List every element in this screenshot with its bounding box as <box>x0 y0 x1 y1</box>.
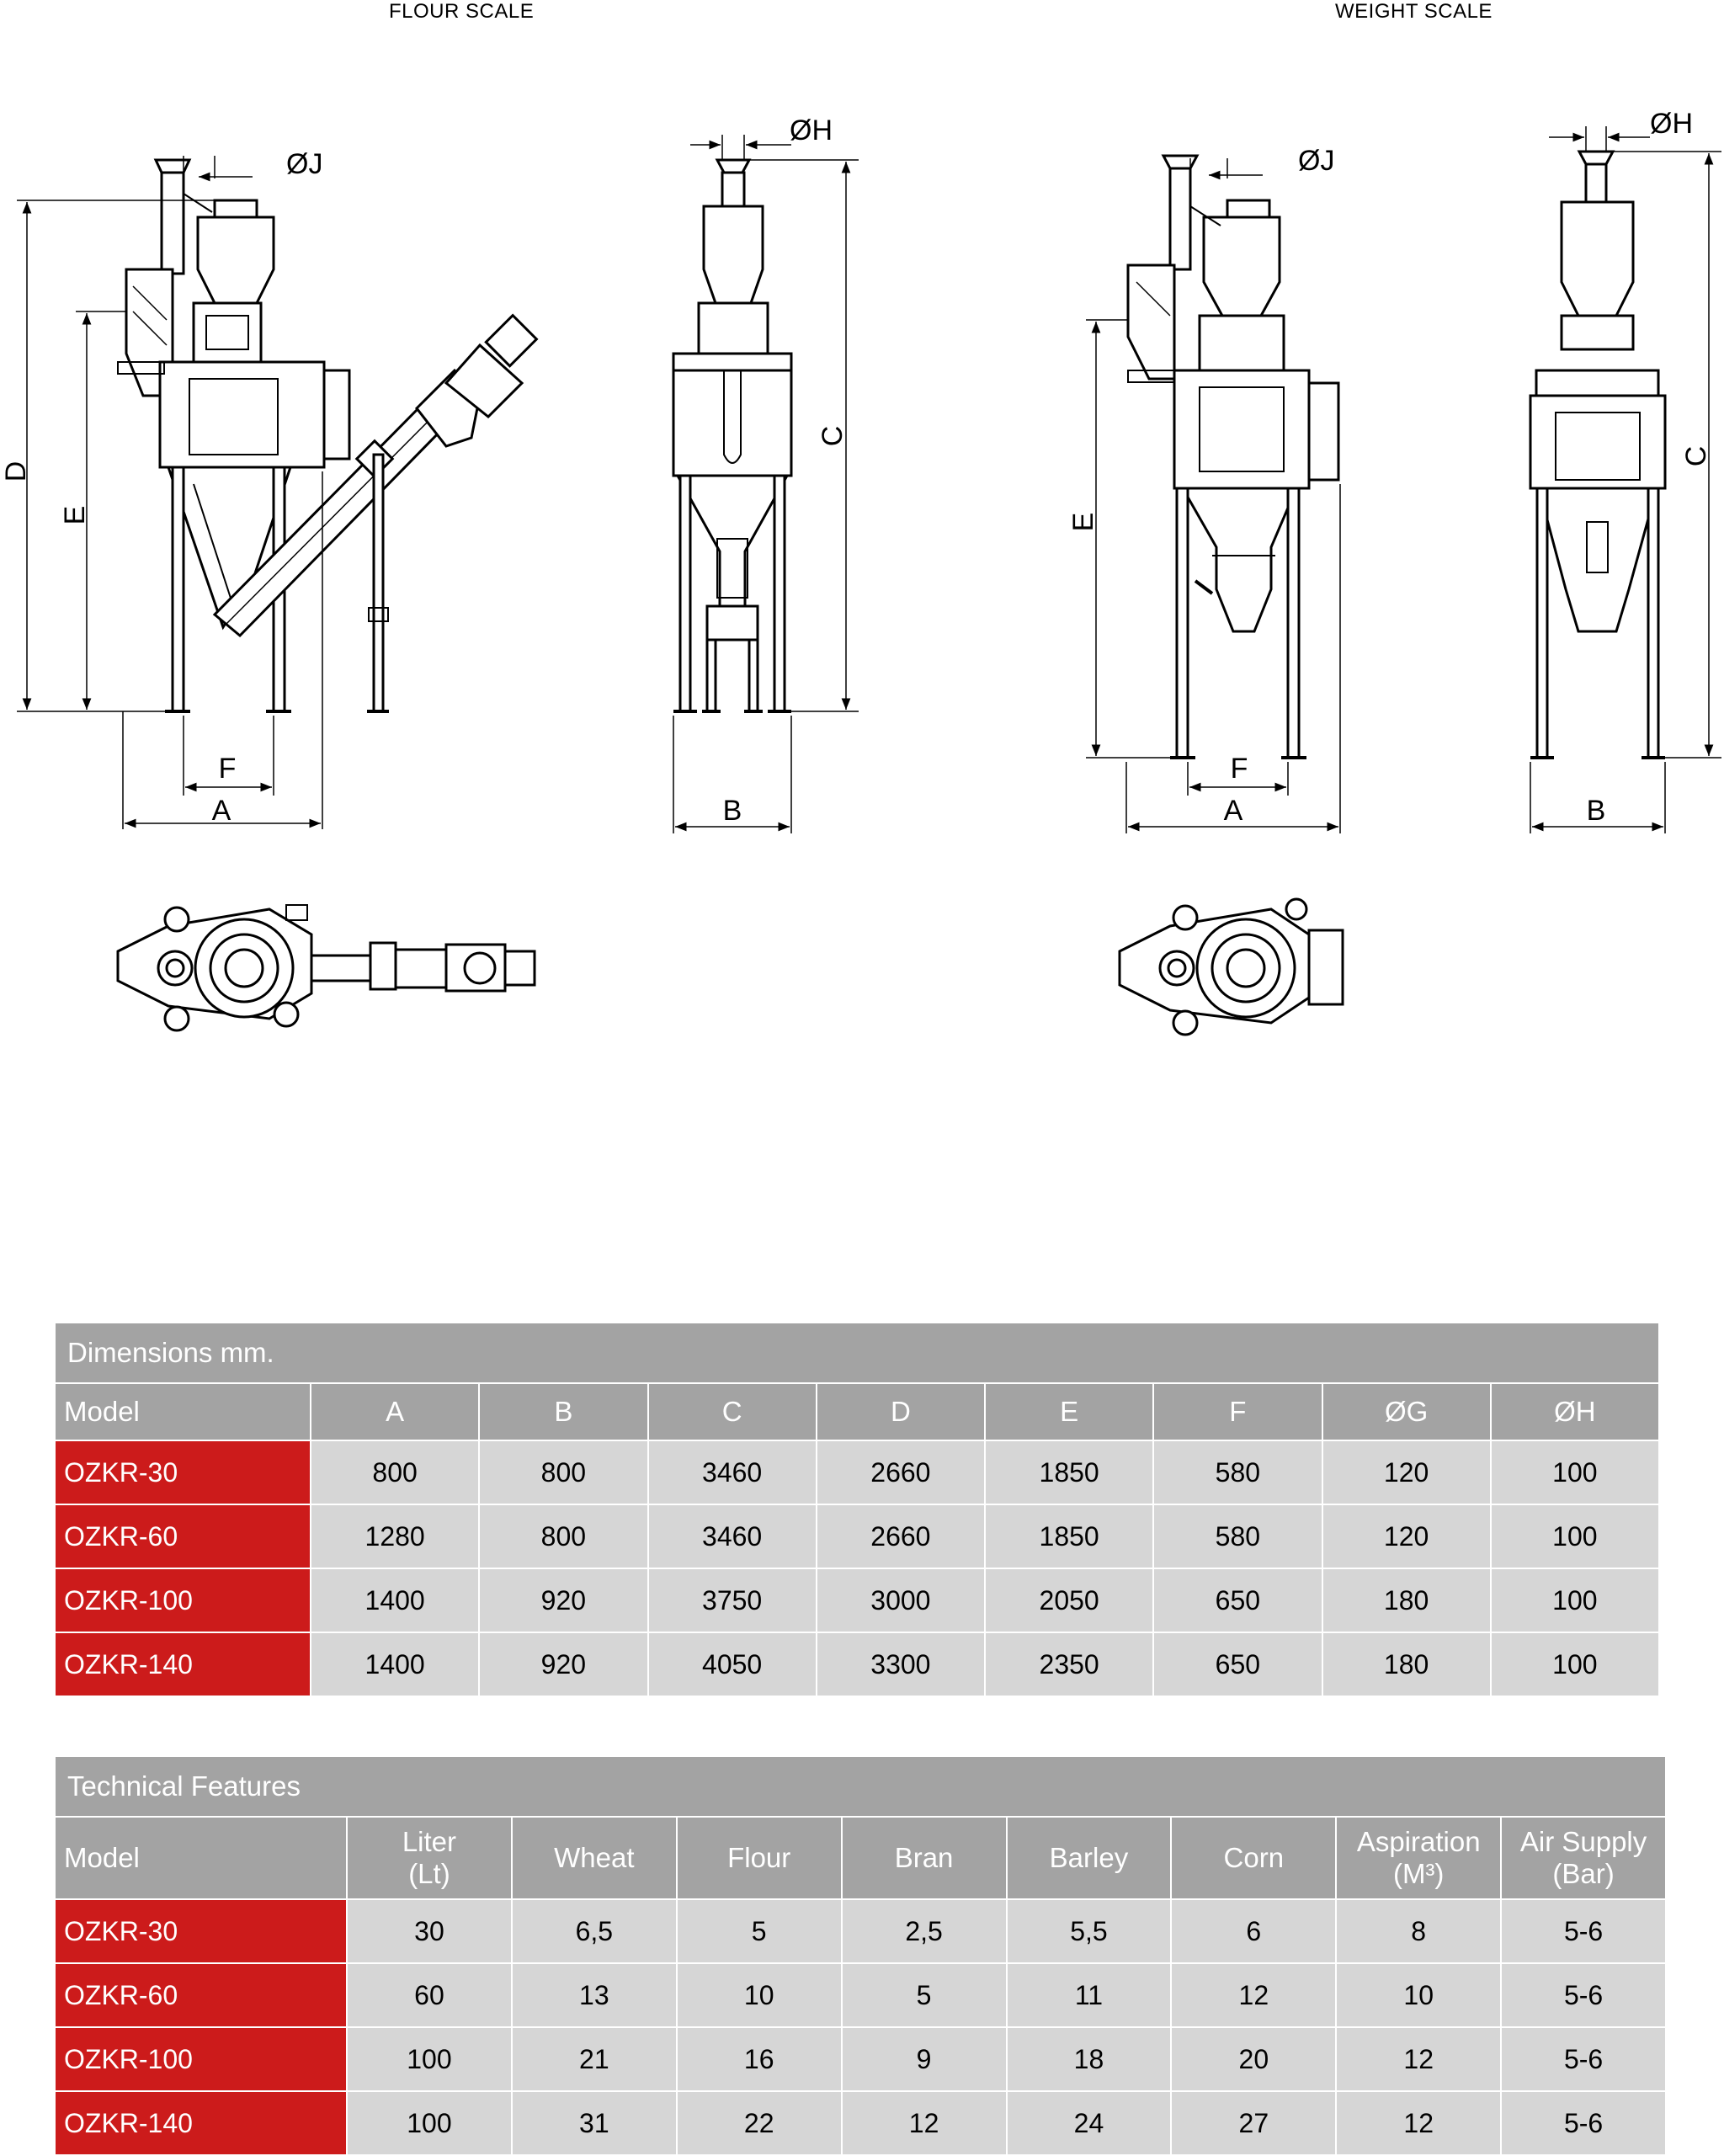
table-row <box>55 1632 1659 1696</box>
value-cell: 2350 <box>985 1632 1153 1696</box>
value-cell: 1400 <box>311 1568 479 1632</box>
dimensions-header-h: ØH <box>1491 1383 1659 1440</box>
value-cell: 180 <box>1322 1568 1491 1632</box>
value-cell: 6,5 <box>512 1899 677 1963</box>
value-cell: 5,5 <box>1007 1899 1172 1963</box>
value-cell: 22 <box>677 2091 842 2155</box>
dimensions-header-model: Model <box>55 1383 311 1440</box>
value-cell: 16 <box>677 2027 842 2091</box>
flour-scale-title: FLOUR SCALE <box>389 0 535 23</box>
value-cell: 11 <box>1007 1963 1172 2027</box>
value-cell: 2660 <box>817 1504 985 1568</box>
weight-label-f: F <box>1230 753 1248 785</box>
model-cell: OZKR-100 <box>55 1568 311 1632</box>
value-cell: 920 <box>479 1632 647 1696</box>
model-cell: OZKR-60 <box>55 1963 347 2027</box>
value-cell: 3460 <box>648 1440 817 1504</box>
weight-front-view <box>1128 156 1338 758</box>
value-cell: 27 <box>1171 2091 1336 2155</box>
value-cell: 24 <box>1007 2091 1172 2155</box>
value-cell: 1850 <box>985 1440 1153 1504</box>
value-cell: 100 <box>347 2091 512 2155</box>
value-cell: 30 <box>347 1899 512 1963</box>
features-header-model: Model <box>55 1817 347 1899</box>
value-cell: 1850 <box>985 1504 1153 1568</box>
value-cell: 3300 <box>817 1632 985 1696</box>
value-cell: 8 <box>1336 1899 1501 1963</box>
flour-label-d: D <box>0 460 32 482</box>
model-cell: OZKR-30 <box>55 1440 311 1504</box>
value-cell: 5 <box>842 1963 1007 2027</box>
features-header-wheat: Wheat <box>512 1817 677 1899</box>
value-cell: 3750 <box>648 1568 817 1632</box>
flour-label-a: A <box>211 795 231 827</box>
table-row <box>55 1504 1659 1568</box>
value-cell: 5-6 <box>1501 1899 1666 1963</box>
value-cell: 9 <box>842 2027 1007 2091</box>
features-header-liter: Liter (Lt) <box>347 1817 512 1899</box>
value-cell: 2,5 <box>842 1899 1007 1963</box>
value-cell: 100 <box>347 2027 512 2091</box>
flour-label-h: ØH <box>790 114 833 146</box>
value-cell: 580 <box>1153 1440 1322 1504</box>
value-cell: 1280 <box>311 1504 479 1568</box>
features-header-air-supply: Air Supply (Bar) <box>1501 1817 1666 1899</box>
value-cell: 10 <box>677 1963 842 2027</box>
flour-label-b: B <box>722 795 742 827</box>
features-header-corn: Corn <box>1171 1817 1336 1899</box>
model-cell: OZKR-60 <box>55 1504 311 1568</box>
features-header-flour: Flour <box>677 1817 842 1899</box>
table-row <box>55 1440 1659 1504</box>
value-cell: 5-6 <box>1501 2091 1666 2155</box>
value-cell: 21 <box>512 2027 677 2091</box>
dimensions-header-e: E <box>985 1383 1153 1440</box>
value-cell: 18 <box>1007 2027 1172 2091</box>
value-cell: 580 <box>1153 1504 1322 1568</box>
features-header-row <box>55 1817 1666 1899</box>
technical-features-table <box>54 1755 1667 2156</box>
value-cell: 2050 <box>985 1568 1153 1632</box>
flour-label-c: C <box>817 425 849 447</box>
dimensions-table <box>54 1322 1660 1697</box>
weight-top-view <box>1120 899 1343 1035</box>
value-cell: 12 <box>1171 1963 1336 2027</box>
value-cell: 120 <box>1322 1504 1491 1568</box>
weight-label-c: C <box>1680 445 1712 467</box>
dimensions-header-c: C <box>648 1383 817 1440</box>
value-cell: 100 <box>1491 1504 1659 1568</box>
dimensions-header-d: D <box>817 1383 985 1440</box>
value-cell: 120 <box>1322 1440 1491 1504</box>
table-row <box>55 1899 1666 1963</box>
value-cell: 60 <box>347 1963 512 2027</box>
weight-label-b: B <box>1586 795 1606 827</box>
value-cell: 12 <box>1336 2027 1501 2091</box>
model-cell: OZKR-140 <box>55 2091 347 2155</box>
weight-side-view <box>1530 152 1665 758</box>
value-cell: 2660 <box>817 1440 985 1504</box>
dimensions-header-row <box>55 1383 1659 1440</box>
weight-label-j: ØJ <box>1298 145 1335 177</box>
value-cell: 5-6 <box>1501 2027 1666 2091</box>
value-cell: 650 <box>1153 1568 1322 1632</box>
dimensions-header-a: A <box>311 1383 479 1440</box>
table-row <box>55 2027 1666 2091</box>
value-cell: 12 <box>842 2091 1007 2155</box>
features-caption: Technical Features <box>55 1756 1666 1817</box>
flour-label-e: E <box>59 505 91 525</box>
value-cell: 1400 <box>311 1632 479 1696</box>
flour-front-view <box>118 160 536 711</box>
dimensions-header-g: ØG <box>1322 1383 1491 1440</box>
value-cell: 20 <box>1171 2027 1336 2091</box>
features-header-aspiration: Aspiration (M³) <box>1336 1817 1501 1899</box>
value-cell: 10 <box>1336 1963 1501 2027</box>
value-cell: 650 <box>1153 1632 1322 1696</box>
features-header-bran: Bran <box>842 1817 1007 1899</box>
table-row <box>55 1568 1659 1632</box>
value-cell: 100 <box>1491 1440 1659 1504</box>
flour-label-f: F <box>218 753 237 785</box>
value-cell: 100 <box>1491 1632 1659 1696</box>
value-cell: 800 <box>479 1440 647 1504</box>
value-cell: 3460 <box>648 1504 817 1568</box>
weight-scale-title: WEIGHT SCALE <box>1335 0 1493 23</box>
value-cell: 800 <box>311 1440 479 1504</box>
flour-side-view <box>673 160 791 711</box>
value-cell: 180 <box>1322 1632 1491 1696</box>
value-cell: 100 <box>1491 1568 1659 1632</box>
table-row <box>55 2091 1666 2155</box>
value-cell: 920 <box>479 1568 647 1632</box>
features-header-barley: Barley <box>1007 1817 1172 1899</box>
model-cell: OZKR-100 <box>55 2027 347 2091</box>
value-cell: 5-6 <box>1501 1963 1666 2027</box>
dimensions-header-b: B <box>479 1383 647 1440</box>
value-cell: 12 <box>1336 2091 1501 2155</box>
value-cell: 3000 <box>817 1568 985 1632</box>
value-cell: 800 <box>479 1504 647 1568</box>
dimensions-caption: Dimensions mm. <box>55 1323 1659 1383</box>
dimensions-header-f: F <box>1153 1383 1322 1440</box>
model-cell: OZKR-140 <box>55 1632 311 1696</box>
table-row <box>55 1963 1666 2027</box>
weight-label-e: E <box>1067 512 1099 532</box>
weight-label-h: ØH <box>1650 108 1693 140</box>
weight-label-a: A <box>1223 795 1243 827</box>
value-cell: 13 <box>512 1963 677 2027</box>
value-cell: 5 <box>677 1899 842 1963</box>
value-cell: 6 <box>1171 1899 1336 1963</box>
value-cell: 4050 <box>648 1632 817 1696</box>
flour-top-view <box>118 905 535 1030</box>
model-cell: OZKR-30 <box>55 1899 347 1963</box>
value-cell: 31 <box>512 2091 677 2155</box>
flour-label-j: ØJ <box>286 148 323 180</box>
